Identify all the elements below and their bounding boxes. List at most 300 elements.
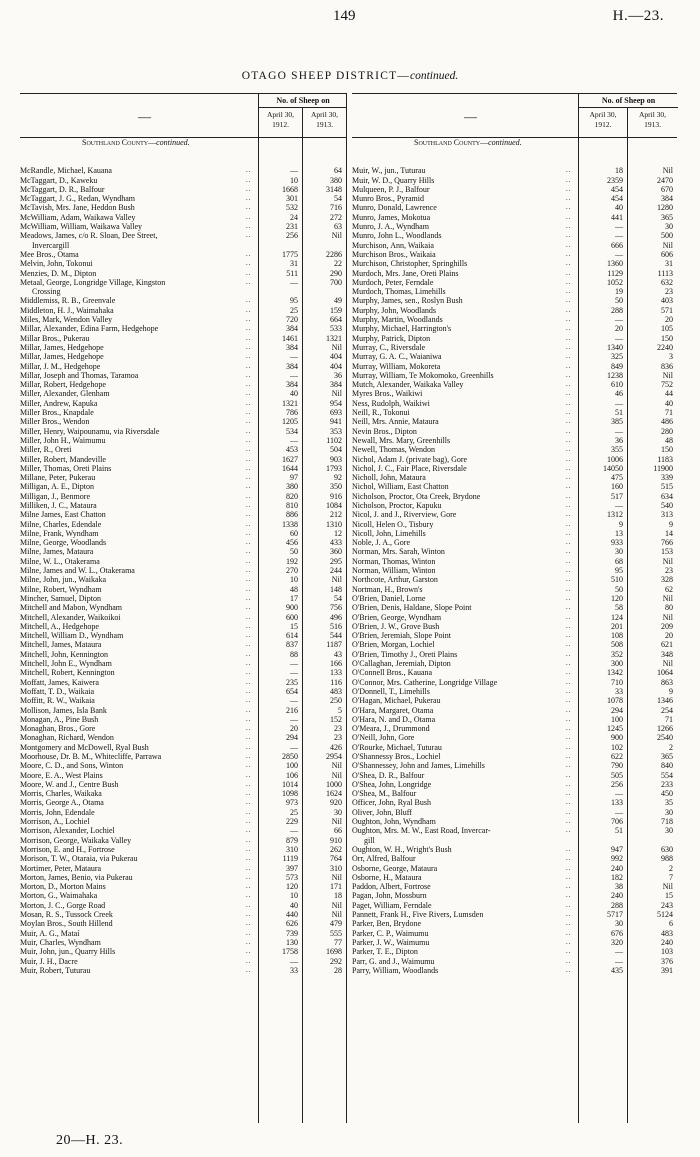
holder-name: Mosan, R. S., Tussock Creek [20, 910, 113, 920]
count-1913: 23 [334, 733, 342, 743]
footer-signature: 20—H. 23. [56, 1133, 124, 1148]
holder-name: Murchison Bros., Waikaia [352, 249, 436, 259]
holder-name: Miller, Robert, Mandeville [20, 454, 106, 464]
count-1913: 150 [661, 333, 673, 343]
table-row [20, 798, 346, 807]
count-1913: 670 [661, 184, 673, 194]
count-1913: Nil [331, 231, 342, 241]
holder-name: Milne, George, Woodlands [20, 538, 107, 548]
count-1913: 31 [665, 259, 673, 269]
leader-dots: .. [246, 659, 252, 668]
holder-name: Montgomery and McDowell, Ryal Bush [20, 742, 149, 752]
holder-name: Milligan, A. E., Dipton [20, 482, 94, 492]
holder-name: Monaghan, Bros., Gore [20, 724, 96, 734]
count-1913: 233 [661, 779, 673, 789]
holder-name: Paget, William, Ferndale [352, 900, 432, 910]
count-1913: 40 [665, 398, 673, 408]
leader-dots: .. [246, 956, 252, 965]
count-1913: 426 [330, 742, 342, 752]
leader-dots: .. [246, 482, 252, 491]
count-1913: Nil [662, 240, 673, 250]
count-1912: 100 [286, 761, 298, 771]
holder-name: O'Brien, Timothy J., Oreti Plains [352, 649, 458, 659]
count-1913: 916 [330, 491, 342, 501]
year-1912-heading: April 30, 1912. [578, 108, 627, 137]
holder-name: Millar, Robert, Hedgehope [20, 380, 106, 390]
count-1913: 30 [334, 807, 342, 817]
count-1913: 840 [661, 761, 673, 771]
leader-dots: .. [566, 417, 572, 426]
table-row [352, 464, 677, 473]
count-1913: 1187 [326, 640, 342, 650]
leader-dots: .. [246, 547, 252, 556]
holder-name: O'Connor, Mrs. Catherine, Longridge Village [352, 677, 498, 687]
holder-name: Millar, James, Hedgehope [20, 352, 104, 362]
count-1913: 66 [334, 826, 342, 836]
count-1913: 433 [330, 538, 342, 548]
count-1913: 310 [330, 863, 342, 873]
table-row [20, 957, 346, 966]
leader-dots: .. [566, 333, 572, 342]
count-1913: 910 [330, 835, 342, 845]
count-1913: 1346 [657, 696, 673, 706]
leader-dots: .. [246, 268, 252, 277]
holder-name: O'Shea, D. R., Balfour [352, 770, 425, 780]
table-row [20, 389, 346, 398]
table-row [352, 557, 677, 566]
leader-dots: .. [246, 166, 252, 175]
leader-dots: .. [246, 919, 252, 928]
leader-dots: .. [566, 240, 572, 249]
leader-dots: .. [566, 212, 572, 221]
page-number: 149 [333, 8, 356, 24]
leader-dots: .. [566, 435, 572, 444]
holder-name: Morris, Charles, Waikaka [20, 789, 102, 799]
table-row [352, 929, 677, 938]
table-row [352, 845, 677, 854]
count-1912: — [290, 659, 298, 669]
count-1912: — [615, 398, 623, 408]
holder-name: Millar, Joseph and Thomas, Taramoa [20, 370, 139, 380]
table-row [352, 389, 677, 398]
table-row [352, 269, 677, 278]
count-1913: 150 [661, 445, 673, 455]
holder-name: Metaal, George, Longridge Village, Kingston [20, 277, 166, 287]
count-1913: 14 [665, 528, 673, 538]
leader-dots: .. [566, 947, 572, 956]
count-1913: Nil [331, 342, 342, 352]
count-1912: 1312 [607, 510, 623, 520]
holder-name: Milne, Charles, Edendale [20, 519, 102, 529]
holder-name: Nicol, J. and J., Riverview, Gore [352, 510, 457, 520]
leader-dots: .. [246, 566, 252, 575]
leader-dots: .. [566, 482, 572, 491]
count-1913: 404 [330, 352, 342, 362]
count-1913: 554 [661, 770, 673, 780]
holder-name: Milligan, J., Benmore [20, 491, 90, 501]
table-row [20, 696, 346, 705]
table-row [20, 287, 346, 296]
count-1912: 270 [286, 566, 298, 576]
leader-dots: .. [246, 891, 252, 900]
leader-dots: .. [566, 779, 572, 788]
table-row [20, 594, 346, 603]
table-row [352, 798, 677, 807]
holder-name: Munro Bros., Pyramid [352, 194, 424, 204]
table-row [20, 575, 346, 584]
leader-dots: .. [566, 231, 572, 240]
table-row [352, 743, 677, 752]
count-1913: 250 [330, 696, 342, 706]
holder-name: Miller, Alexander, Glenham [20, 389, 110, 399]
leader-dots: .. [246, 370, 252, 379]
table-row [20, 947, 346, 956]
count-1912: 294 [286, 733, 298, 743]
leader-dots: .. [246, 937, 252, 946]
holder-name: Miles, Mark, Wendon Valley [20, 315, 113, 325]
leader-dots: .. [566, 817, 572, 826]
leader-dots: .. [246, 854, 252, 863]
count-1912: 229 [286, 817, 298, 827]
left-column [20, 93, 346, 975]
holder-name: Nicholl, John, Mataura [352, 473, 426, 483]
count-1913: 159 [330, 305, 342, 315]
leader-dots: .. [246, 733, 252, 742]
count-1913: 6 [669, 919, 673, 929]
count-1912: 192 [286, 556, 298, 566]
count-1912: 40 [290, 389, 298, 399]
holder-name: Mitchell, Robert, Kennington [20, 668, 115, 678]
count-1912: 20 [290, 724, 298, 734]
count-1913: Nil [662, 370, 673, 380]
holder-name: Mitchell and Mabon, Wyndham [20, 603, 123, 613]
leader-dots: .. [566, 882, 572, 891]
count-1913: 903 [330, 454, 342, 464]
holder-name: Mollison, James, Isla Bank [20, 705, 107, 715]
count-1912: 33 [290, 965, 298, 975]
count-1912: 1098 [282, 789, 298, 799]
table-row [352, 371, 677, 380]
count-1912: 36 [615, 435, 623, 445]
holder-name: Morris, John, Edendale [20, 807, 95, 817]
count-1912: 973 [286, 798, 298, 808]
table-row [352, 882, 677, 891]
leader-dots: .. [246, 798, 252, 807]
column-rule [302, 107, 303, 1123]
leader-dots: .. [566, 937, 572, 946]
count-1913: Nil [662, 612, 673, 622]
table-row [352, 241, 677, 250]
table-row [20, 352, 346, 361]
table-row [20, 845, 346, 854]
count-1912: — [290, 352, 298, 362]
leader-dots: .. [246, 724, 252, 733]
count-1913: 766 [661, 538, 673, 548]
table-row [20, 761, 346, 770]
leader-dots: .. [566, 584, 572, 593]
table-row [352, 259, 677, 268]
count-1912: 30 [615, 919, 623, 929]
count-1912: 48 [290, 584, 298, 594]
count-1912: 511 [286, 268, 298, 278]
holder-name: Paddon, Albert, Fortrose [352, 882, 431, 892]
count-1912: 397 [286, 863, 298, 873]
leader-dots: .. [566, 733, 572, 742]
table-row [352, 575, 677, 584]
table-row [20, 213, 346, 222]
leader-dots: .. [566, 612, 572, 621]
count-1912: 201 [611, 621, 623, 631]
holder-name: Miller Bros., Knapdale [20, 408, 94, 418]
holder-name: Mitchell, John E., Wyndham [20, 659, 112, 669]
table-row [352, 650, 677, 659]
count-1912: 294 [611, 705, 623, 715]
leader-dots: .. [566, 556, 572, 565]
count-1913: 23 [334, 724, 342, 734]
table-row [352, 194, 677, 203]
table-row [20, 771, 346, 780]
count-1913: 533 [330, 324, 342, 334]
leader-dots: .. [566, 575, 572, 584]
count-1913: 44 [665, 389, 673, 399]
leader-dots: .. [246, 184, 252, 193]
count-1913: 1183 [657, 454, 673, 464]
holder-name: McTaggart, D., Kaweku [20, 175, 98, 185]
count-1912: 10 [290, 175, 298, 185]
holder-name: Milliken, J. C., Mataura [20, 500, 97, 510]
count-1912: 384 [286, 361, 298, 371]
table-row [20, 473, 346, 482]
leader-dots: .. [246, 203, 252, 212]
count-1912: — [615, 500, 623, 510]
count-1912: — [615, 947, 623, 957]
count-1912: 790 [611, 761, 623, 771]
holder-name: Murphy, Martin, Woodlands [352, 315, 443, 325]
count-1913: Nil [662, 166, 673, 176]
holder-name: Milne, James and W. L., Otakerama [20, 566, 135, 576]
section-name: Southland County— [82, 138, 157, 147]
holder-name: Newall, Mrs. Mary, Greenhills [352, 435, 451, 445]
table-row [20, 250, 346, 259]
holder-name: Morrison, Alexander, Lochiel [20, 826, 115, 836]
leader-dots: .. [566, 956, 572, 965]
table-row [352, 547, 677, 556]
holder-name: Morton, D., Morton Mains [20, 882, 106, 892]
count-1912: 50 [290, 547, 298, 557]
count-1912: — [290, 166, 298, 176]
table-row [20, 910, 346, 919]
table-row [352, 966, 677, 975]
count-1913: 1280 [657, 203, 673, 213]
leader-dots: .. [246, 817, 252, 826]
leader-dots: .. [246, 519, 252, 528]
count-1912: 40 [290, 900, 298, 910]
holder-name: Parker, T. E., Dipton [352, 947, 418, 957]
count-1912: 879 [286, 835, 298, 845]
count-1913: 30 [665, 222, 673, 232]
holder-name: Moffatt, James, Kaiwera [20, 677, 99, 687]
count-1912: 384 [286, 380, 298, 390]
table-row [20, 436, 346, 445]
table-row [352, 715, 677, 724]
count-1913: 1113 [657, 268, 673, 278]
table-row [20, 278, 346, 287]
table-row [20, 334, 346, 343]
leader-dots: .. [246, 435, 252, 444]
year-1912-heading: April 30, 1912. [258, 108, 302, 137]
holder-name: Newell, Thomas, Wendon [352, 445, 436, 455]
leader-dots: .. [246, 491, 252, 500]
table-row [352, 640, 677, 649]
table-row [352, 687, 677, 696]
holder-name: Murdoch, Peter, Ferndale [352, 277, 434, 287]
count-1912: 454 [611, 184, 623, 194]
count-1912: 24 [290, 212, 298, 222]
table-row [20, 650, 346, 659]
count-1912: 440 [286, 910, 298, 920]
table-row [352, 659, 677, 668]
count-1912: 160 [611, 482, 623, 492]
count-1912: 454 [611, 194, 623, 204]
table-row [352, 287, 677, 296]
count-1913: 328 [661, 575, 673, 585]
table-row [20, 622, 346, 631]
count-1913: 71 [665, 408, 673, 418]
holder-name: McRandle, Michael, Kauana [20, 166, 112, 176]
holder-name: Mee Bros., Otama [20, 249, 79, 259]
count-1913: 171 [330, 882, 342, 892]
count-1912: 654 [286, 686, 298, 696]
count-1913: Nil [662, 556, 673, 566]
count-1912: 102 [611, 742, 623, 752]
count-1912: 573 [286, 872, 298, 882]
count-1912: 710 [611, 677, 623, 687]
holder-name: Monaghan, Richard, Wendon [20, 733, 114, 743]
count-1912: 933 [611, 538, 623, 548]
leader-dots: .. [566, 528, 572, 537]
leader-dots: .. [246, 445, 252, 454]
holder-name: Murphy, Patrick, Dipton [352, 333, 431, 343]
holder-name: O'Hara, Margaret, Otama [352, 705, 434, 715]
holder-name: Milne, John, jun., Waikaka [20, 575, 107, 585]
leader-dots: .. [246, 575, 252, 584]
count-1913: 1102 [326, 435, 342, 445]
holder-name: O'Meara, J., Drummond [352, 724, 430, 734]
count-1912: 886 [286, 510, 298, 520]
table-row [20, 399, 346, 408]
leader-dots: .. [566, 361, 572, 370]
leader-dots: .. [246, 398, 252, 407]
count-1913: 9 [669, 519, 673, 529]
count-1913: Nil [331, 910, 342, 920]
count-1913: 243 [661, 900, 673, 910]
count-1913: 380 [330, 175, 342, 185]
count-1913: 1624 [326, 789, 342, 799]
count-1913: 280 [661, 426, 673, 436]
count-1912: 25 [290, 305, 298, 315]
column-rule [258, 93, 259, 1123]
holder-name: Monagan, A., Pine Bush [20, 714, 99, 724]
count-1913: 483 [330, 686, 342, 696]
table-row [20, 966, 346, 975]
count-1912: 18 [615, 166, 623, 176]
count-1913: 384 [661, 194, 673, 204]
count-1912: 2359 [607, 175, 623, 185]
leader-dots: .. [246, 417, 252, 426]
count-1912: 130 [286, 937, 298, 947]
count-1912: 666 [611, 240, 623, 250]
count-1912: 30 [615, 547, 623, 557]
table-row [20, 640, 346, 649]
left-rows [20, 166, 346, 975]
count-1913: 254 [661, 705, 673, 715]
table-row [352, 771, 677, 780]
table-row [352, 408, 677, 417]
leader-dots: .. [246, 761, 252, 770]
holder-name: Miller, Thomas, Oreti Plains [20, 463, 112, 473]
count-1913: 544 [330, 631, 342, 641]
count-1913: 555 [330, 928, 342, 938]
table-row [352, 910, 677, 919]
count-1913: 764 [330, 854, 342, 864]
count-1912: 508 [611, 640, 623, 650]
count-1912: 301 [286, 194, 298, 204]
count-1913: 105 [661, 324, 673, 334]
holder-name: O'Brien, Morgan, Lochiel [352, 640, 435, 650]
holder-name: Neill, Mrs. Annie, Mataura [352, 417, 439, 427]
right-column [352, 93, 677, 975]
table-row [352, 445, 677, 454]
count-1913: 360 [330, 547, 342, 557]
count-1912: 1342 [607, 668, 623, 678]
count-1913: 22 [334, 259, 342, 269]
header-placeholder: — [464, 109, 477, 124]
count-1912: 456 [286, 538, 298, 548]
leader-dots: .. [246, 259, 252, 268]
count-1913: 716 [330, 203, 342, 213]
count-1912: 10 [290, 891, 298, 901]
count-1913: 954 [330, 398, 342, 408]
count-1912: — [615, 333, 623, 343]
table-row [352, 752, 677, 761]
table-row [20, 743, 346, 752]
holder-name: Murray, William, Mokoreta [352, 361, 441, 371]
table-row [352, 826, 677, 835]
count-1913: Nil [662, 659, 673, 669]
leader-dots: .. [246, 315, 252, 324]
leader-dots: .. [246, 361, 252, 370]
table-row [352, 343, 677, 352]
holder-name: Morison, T. W., Otaraia, via Pukerau [20, 854, 138, 864]
holder-name: Moffatt, T. D., Waikaia [20, 686, 95, 696]
count-1912: 38 [615, 882, 623, 892]
table-row [352, 631, 677, 640]
table-row [20, 817, 346, 826]
holder-name: Crossing [32, 287, 61, 297]
holder-name: Meadows, James, c/o R. Sloan, Dee Street, [20, 231, 158, 241]
table-row [20, 427, 346, 436]
leader-dots: .. [566, 910, 572, 919]
count-1913: 752 [661, 380, 673, 390]
count-1912: 9 [619, 519, 623, 529]
section-heading [352, 138, 677, 147]
table-row [20, 231, 346, 240]
holder-name: Parker, C. P., Waimumu [352, 928, 429, 938]
holder-name: O'Brien, Jeremiah, Slope Point [352, 631, 451, 641]
count-1912: 320 [611, 937, 623, 947]
sheep-count-heading: No. of Sheep on [578, 94, 678, 108]
holder-name: Milne, James, Mataura [20, 547, 94, 557]
